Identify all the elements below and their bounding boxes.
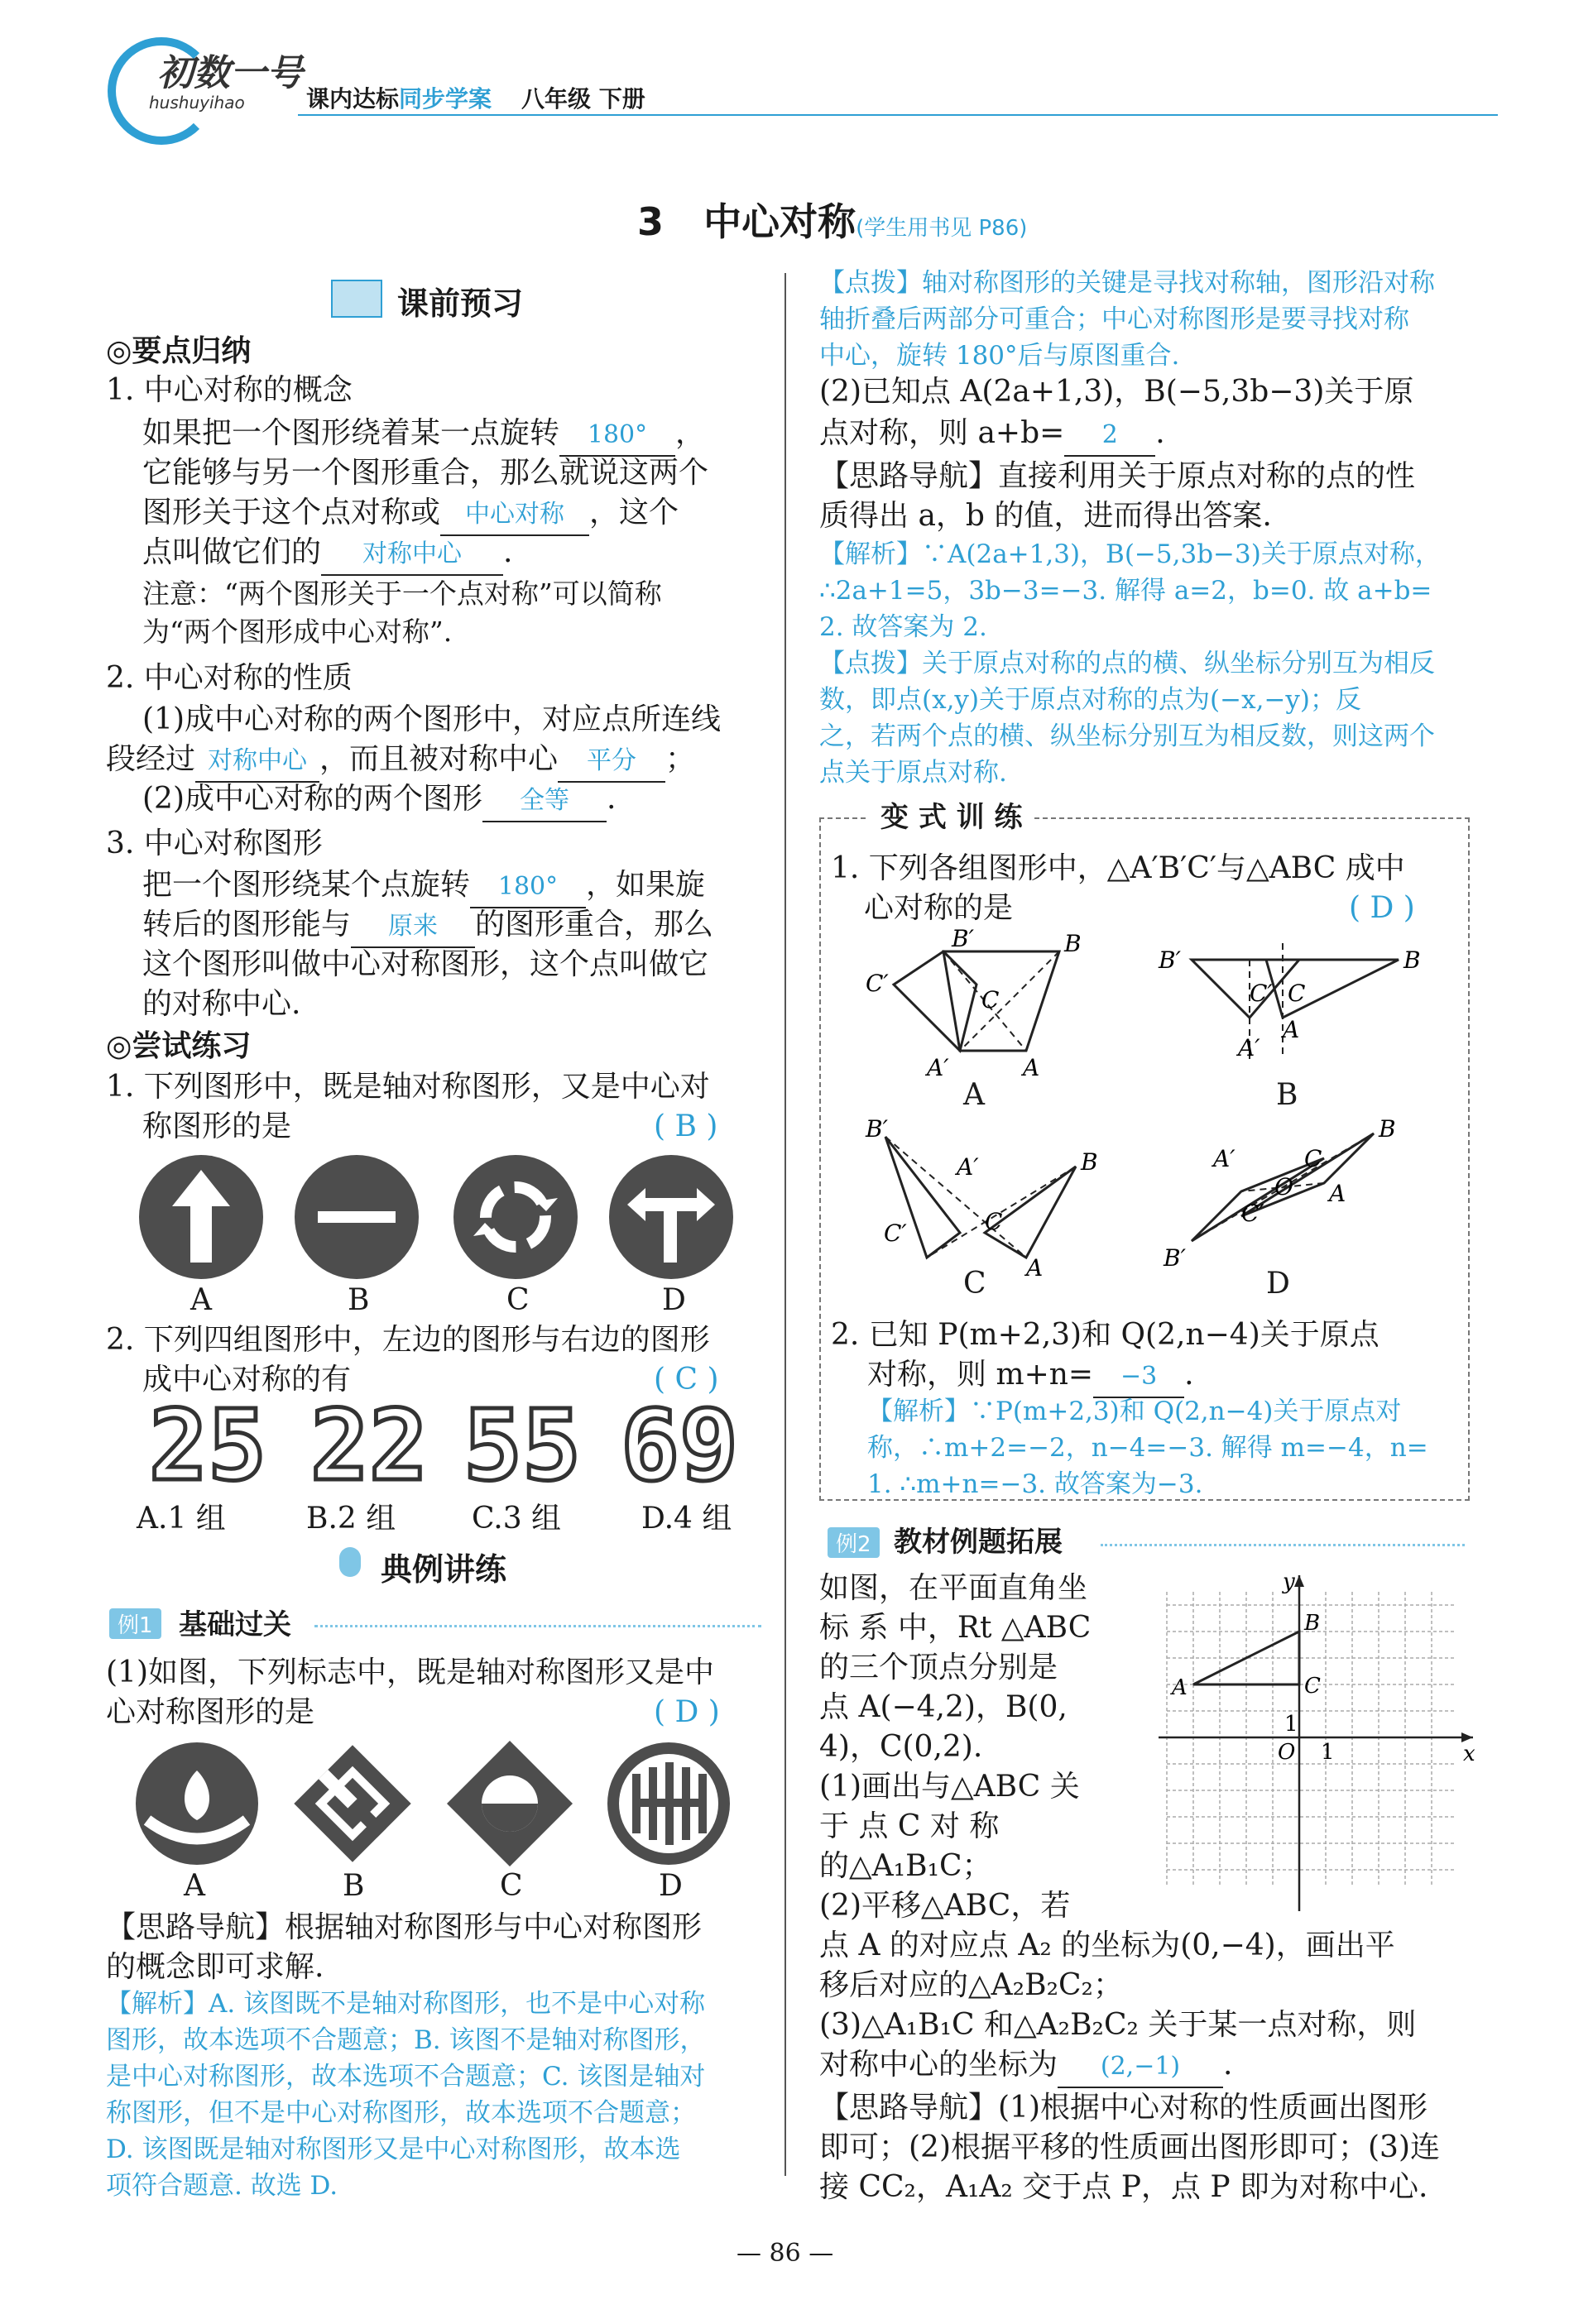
figure-option-a — [861, 927, 1109, 1109]
digit-pair-4: 69 — [621, 1388, 739, 1502]
svg-text:B′: B′ — [1159, 946, 1181, 974]
practice-q1-answer: ( B ) — [654, 1109, 718, 1143]
svg-text:B: B — [1064, 930, 1082, 957]
point-1-line4: 点叫做它们的 对称中心 . — [142, 533, 512, 576]
svg-text:C′: C′ — [866, 970, 889, 997]
example1-rule — [314, 1625, 761, 1627]
point-2-head: 2. 中心对称的性质 — [106, 661, 353, 695]
point-2-line2: 段经过 对称中心 ，而且被对称中心 平分 ； — [106, 740, 695, 783]
tip1: 【点拨】轴对称图形的关键是寻找对称轴，图形沿对称 轴折叠后两部分可重合；中心对称图形是要寻找对称 中心，旋转 180°后与原图重合. — [819, 268, 1435, 371]
svg-text:A′: A′ — [1238, 1034, 1260, 1061]
header — [99, 25, 1506, 149]
roundabout-sign-icon — [453, 1155, 578, 1279]
svg-text:C′: C′ — [1250, 980, 1273, 1007]
svg-text:C: C — [985, 1208, 1003, 1235]
svg-text:A: A — [1283, 1016, 1300, 1043]
svg-text:B′: B′ — [1164, 1244, 1186, 1272]
fig-option-d-label: D — [1266, 1267, 1290, 1301]
ex1-option-b: B — [343, 1869, 365, 1903]
svg-text:C′: C′ — [884, 1220, 907, 1247]
practice-q2-line1: 2. 下列四组图形中，左边的图形与右边的图形 — [106, 1323, 710, 1357]
training-q2-line2: 对称，则 m+n= −3 . — [867, 1355, 1194, 1398]
ex1-option-d: D — [659, 1869, 683, 1903]
series-label: 课内达标同步学案 — [306, 85, 492, 113]
svg-text:C: C — [1304, 1145, 1322, 1172]
svg-text:A′: A′ — [957, 1153, 979, 1181]
think3-line2: 即可；(2)根据平移的性质画出图形即可；(3)连 — [819, 2130, 1440, 2164]
think1-line1: 【思路导航】根据轴对称图形与中心对称图形 — [106, 1910, 703, 1944]
svg-text:C′: C′ — [1241, 1200, 1264, 1227]
think3-line3: 接 CC₂，A₁A₂ 交于点 P，点 P 即为对称中心. — [819, 2170, 1428, 2204]
q1-option-a: A — [190, 1283, 212, 1317]
practice-q2-answer: ( C ) — [654, 1363, 719, 1397]
svg-text:B′: B′ — [866, 1115, 888, 1143]
grid-c-label: C — [1304, 1674, 1321, 1699]
q2-option-a: A.1 组 — [137, 1502, 226, 1536]
svg-text:B: B — [1379, 1115, 1396, 1143]
q2-option-c: C.3 组 — [472, 1502, 562, 1536]
point-2-line1: (1)成中心对称的两个图形中，对应点所连线 — [142, 702, 721, 736]
note-line2: 为“两个图形成中心对称”. — [142, 616, 453, 648]
solution2: 【解析】∵A(2a+1,3)，B(−5,3b−3)关于原点对称， ∴2a+1=5，3b−3=−3. 解得 a=2，b=0. 故 a+b= 2. 故答案为 2. — [819, 539, 1441, 642]
svg-text:B: B — [1081, 1148, 1098, 1176]
q1-option-b: B — [348, 1283, 370, 1317]
turn-sign-icon — [609, 1155, 733, 1279]
example2-line11: 移后对应的△A₂B₂C₂； — [819, 1968, 1123, 2002]
point-3-line1: 把一个图形绕某个点旋转 180° ，如果旋 — [142, 865, 705, 908]
svg-text:A: A — [1026, 1254, 1044, 1282]
logo-d-icon — [602, 1737, 735, 1870]
example-q2-line2: 点对称，则 a+b= 2 . — [819, 414, 1165, 457]
digit-pair-3: 55 — [463, 1388, 582, 1502]
header-rule — [298, 114, 1498, 116]
ex1-option-a: A — [184, 1869, 205, 1903]
figure-option-c — [861, 1117, 1109, 1282]
no-entry-sign-icon — [295, 1155, 419, 1279]
figure-option-d — [1159, 1109, 1432, 1282]
solution1: 【解析】A. 该图既不是轴对称图形，也不是中心对称 图形，故本选项不合题意；B. 该图不是轴对称图形， 是中心对称图形，故本选项不合题意；C. 该图是轴对 称图形，但不是中心对称图形，故本选项不合题意； D. 该图既是轴对称图形又是中心对称图形，故本选 项符合题意. 故选 D. — [106, 1989, 706, 2201]
section-title: 3 中心对称(学生用书见 P86) — [637, 199, 1028, 244]
grade-label: 八年级 下册 — [521, 85, 645, 113]
svg-text:O: O — [1274, 1173, 1293, 1200]
q1-option-d: D — [662, 1283, 686, 1317]
book-icon — [331, 280, 382, 318]
svg-text:A: A — [1023, 1054, 1040, 1081]
practice-q1-line1: 1. 下列图形中，既是轴对称图形，又是中心对 — [106, 1070, 710, 1104]
training-title: 变 式 训 练 — [869, 794, 1034, 835]
q2-option-d: D.4 组 — [641, 1502, 732, 1536]
brand-name: 初数一号 — [157, 52, 303, 94]
example2-title: 教材例题拓展 — [894, 1526, 1063, 1559]
fig-option-b-label: B — [1276, 1078, 1298, 1112]
training-q1-line2: 心对称的是 — [864, 891, 1014, 925]
training-q1-answer: ( D ) — [1349, 891, 1415, 925]
svg-text:C: C — [981, 986, 1000, 1013]
practice-q1-line2: 称图形的是 — [142, 1109, 292, 1143]
svg-text:B: B — [1403, 946, 1421, 974]
grid-a-label: A — [1172, 1675, 1188, 1700]
example-q2-line1: (2)已知点 A(2a+1,3)，B(−5,3b−3)关于原 — [819, 375, 1414, 409]
grid-o-label: O — [1278, 1740, 1296, 1765]
point-3-line3: 这个图形叫做中心对称图形，这个点叫做它 — [142, 947, 709, 981]
example1-tag: 例1 — [109, 1608, 161, 1639]
tip2: 【点拨】关于原点对称的点的横、纵坐标分别互为相反 数，即点(x,y)关于原点对称的点为(−x,−y)；反 之，若两个点的横、纵坐标分别互为相反数，则这两个 点关于原点对称. — [819, 649, 1435, 788]
example1-line1: (1)如图，下列标志中，既是轴对称图形又是中 — [106, 1656, 714, 1689]
svg-text:B′: B′ — [952, 925, 974, 952]
coordinate-grid — [1159, 1569, 1475, 1919]
grid-x-label: x — [1463, 1742, 1475, 1766]
svg-text:A: A — [1329, 1180, 1346, 1207]
think1-line2: 的概念即可求解. — [106, 1950, 324, 1984]
grid-b-label: B — [1304, 1611, 1321, 1636]
svg-text:A′: A′ — [1213, 1145, 1236, 1172]
think2-line1: 【思路导航】直接利用关于原点对称的点的性 — [819, 459, 1416, 493]
note-line1: 注意：“两个图形关于一个点对称”可以简称 — [142, 577, 662, 610]
point-1-line2: 它能够与另一个图形重合，那么就说这两个 — [142, 456, 709, 490]
logo-c-icon — [444, 1737, 576, 1870]
example2-line12: (3)△A₁B₁C 和△A₂B₂C₂ 关于某一点对称，则 — [819, 2008, 1417, 2042]
think2-line2: 质得出 a，b 的值，进而得出答案. — [819, 499, 1272, 533]
point-3-head: 3. 中心对称图形 — [106, 827, 323, 860]
grid-one-y: 1 — [1284, 1712, 1298, 1737]
point-2-line3: (2)成中心对称的两个图形 全等 . — [142, 779, 616, 822]
svg-text:C: C — [1288, 980, 1306, 1007]
arrow-up-sign-icon — [139, 1155, 263, 1279]
point-1-head: 1. 中心对称的概念 — [106, 373, 353, 407]
fig-option-a-label: A — [963, 1078, 985, 1112]
example2-line13: 对称中心的坐标为 (2,−1) . — [819, 2045, 1232, 2088]
example1-line2: 心对称图形的是 — [106, 1695, 315, 1729]
training-q2-line1: 2. 已知 P(m+2,3)和 Q(2,n−4)关于原点 — [831, 1318, 1379, 1352]
point-1-line1: 如果把一个图形绕着某一点旋转 180° ， — [142, 414, 705, 457]
column-divider — [785, 273, 786, 2176]
example2-rule — [1101, 1544, 1465, 1546]
page-number: — 86 — — [737, 2239, 834, 2268]
digit-pair-2: 22 — [310, 1388, 429, 1502]
example1-answer: ( D ) — [654, 1695, 720, 1729]
grid-y-label: y — [1283, 1569, 1295, 1594]
point-3-line2: 转后的图形能与 原来 的图形重合，那么 — [142, 905, 713, 948]
brand-pinyin: hushuyihao — [149, 93, 245, 113]
grid-one-x: 1 — [1321, 1740, 1335, 1765]
training-q1-line1: 1. 下列各组图形中，△A′B′C′与△ABC 成中 — [831, 851, 1405, 885]
example2-line10: 点 A 的对应点 A₂ 的坐标为(0,−4)，画出平 — [819, 1929, 1395, 1962]
training-q2-solution: 【解析】∵P(m+2,3)和 Q(2,n−4)关于原点对 称，∴m+2=−2，n−4=−3. 解得 m=−4，n= 1. ∴m+n=−3. 故答案为−3. — [867, 1397, 1428, 1499]
digit-pair-1: 25 — [149, 1388, 267, 1502]
logo-a-icon — [131, 1737, 263, 1870]
fig-option-c-label: C — [963, 1267, 986, 1301]
q2-option-b: B.2 组 — [306, 1502, 396, 1536]
microphone-icon — [339, 1547, 361, 1577]
think3-line1: 【思路导航】(1)根据中心对称的性质画出图形 — [819, 2091, 1427, 2125]
example1-title: 基础过关 — [179, 1608, 291, 1641]
point-1-line3: 图形关于这个点对称或 中心对称 ，这个 — [142, 493, 679, 536]
example2-intro: 如图，在平面直角坐 标 系 中，Rt △ABC 的三个顶点分别是 点 A(−4,2)，B(0, 4)，C(0,2). (1)画出与△ABC 关 于 点 C 对 称 的△A₁B₁C； (2)平移△ABC，若 — [819, 1571, 1092, 1923]
logo-b-icon — [286, 1737, 419, 1870]
q1-option-c: C — [506, 1283, 530, 1317]
point-3-line4: 的对称中心. — [142, 987, 301, 1021]
key-points-label: ◎要点归纳 — [106, 333, 252, 368]
practice-label: ◎尝试练习 — [106, 1028, 252, 1063]
ex1-option-c: C — [500, 1869, 523, 1903]
svg-text:A′: A′ — [927, 1054, 949, 1081]
example2-tag: 例2 — [828, 1527, 880, 1558]
practice-q2-line2: 成中心对称的有 — [142, 1363, 352, 1397]
